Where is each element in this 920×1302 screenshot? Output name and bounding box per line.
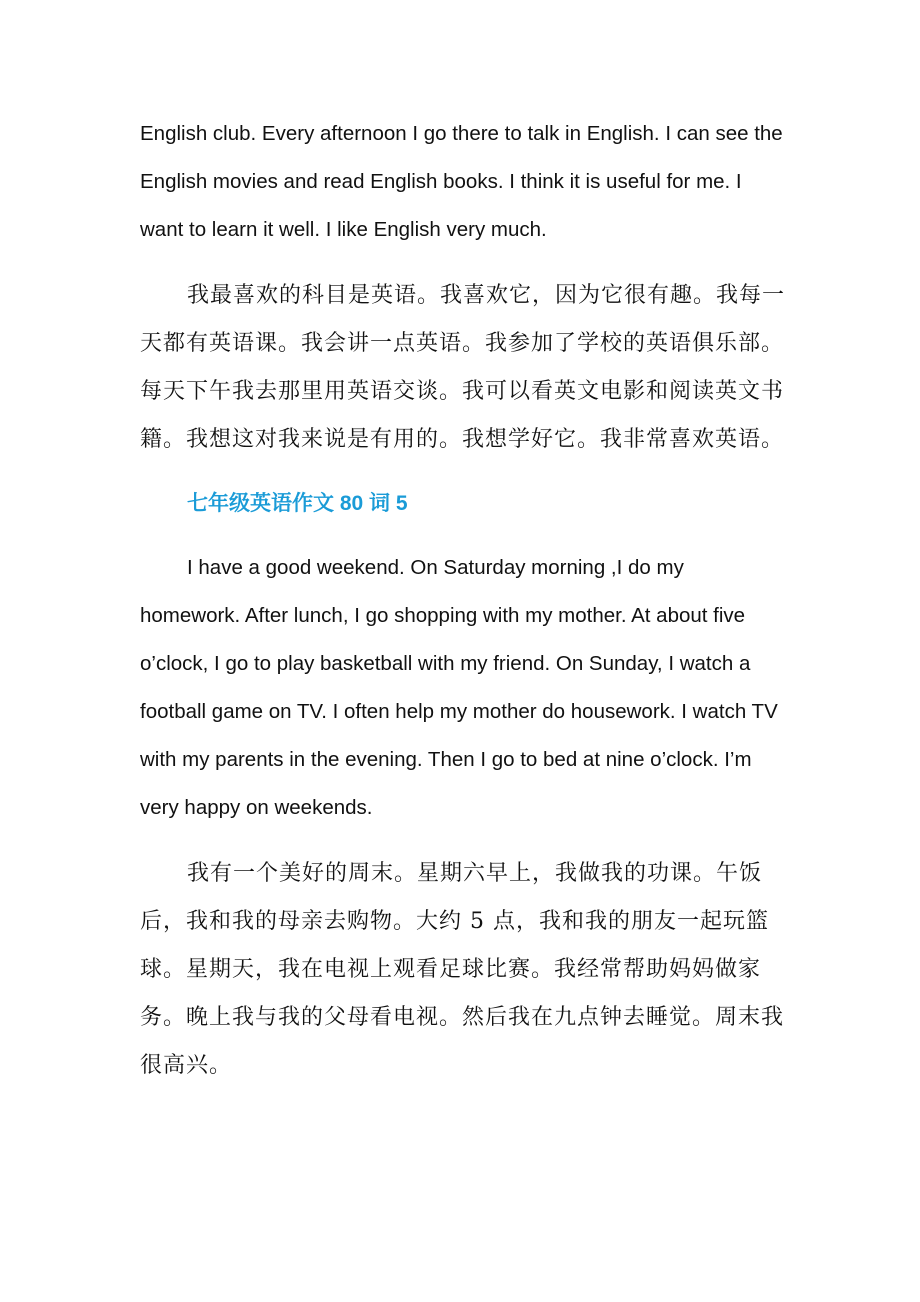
english-paragraph-club: English club. Every afternoon I go there to talk in English. I can see the English movies and read English books. I think it is useful for me. I want to learn it well. I like English very much. — [140, 122, 783, 241]
paragraph-spacer — [140, 254, 785, 272]
section-heading: 七年级英语作文 80 词 5 — [187, 492, 408, 515]
chinese-paragraph-weekend: 我有一个美好的周末。星期六早上，我做我的功课。午饭后，我和我的母亲去购物。大约 5 点，我和我的朋友一起玩篮球。星期天，我在电视上观看足球比赛。我经常帮助妈妈做家务。晚上我与我的父母看电视。然后我在九点钟去睡觉。周末我很高兴。 — [140, 861, 785, 1078]
chinese-paragraph-favorite-subject: 我最喜欢的科目是英语。我喜欢它，因为它很有趣。我每一天都有英语课。我会讲一点英语。我参加了学校的英语俱乐部。每天下午我去那里用英语交谈。我可以看英文电影和阅读英文书籍。我想这对我来说是有用的。我想学好它。我非常喜欢英语。 — [140, 283, 786, 452]
paragraph-spacer — [140, 832, 785, 850]
document-body — [140, 110, 785, 1090]
paragraph-spacer — [140, 528, 785, 544]
paragraph-spacer — [140, 464, 785, 480]
english-paragraph-weekend: I have a good weekend. On Saturday morning ,I do my homework. After lunch, I go shopping with my mother. At about five o’clock, I go to play basketball with my friend. On Sunday, I watch a football game on TV. I often help my mother do housework. I watch TV with my parents in the evening. Then I go to bed at nine o’clock. I’m very happy on weekends. — [140, 556, 778, 819]
